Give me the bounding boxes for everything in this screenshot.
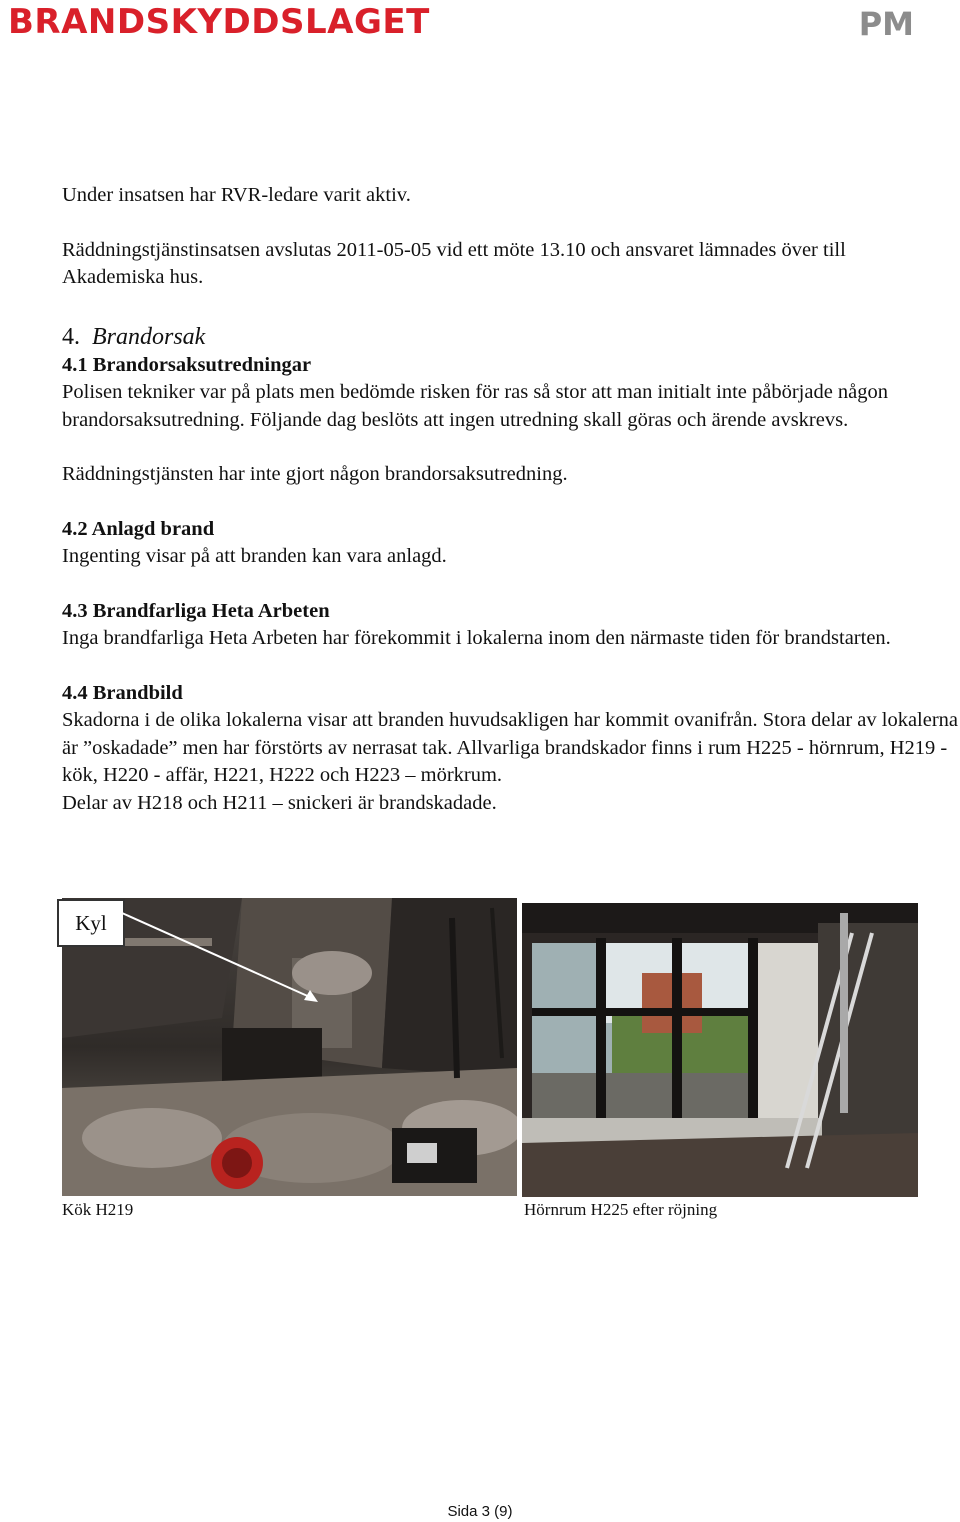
caption-right: Hörnrum H225 efter röjning <box>524 1200 718 1219</box>
brand-logo: BRANDSKYDDSLAGET <box>8 2 430 42</box>
section-4-4-heading: 4.4 Brandbild <box>62 681 183 704</box>
corner-room-photo <box>522 903 918 1197</box>
section-4-1-heading: 4.1 Brandorsaksutredningar <box>62 353 312 376</box>
section-4-heading <box>62 322 958 352</box>
kyl-callout: Kyl <box>57 899 125 947</box>
section-4-1-text: Polisen tekniker var på plats men bedömde risken för ras så stor att man initialt inte påbörjade någon brandorsaksutredning. Följande dag beslöts att ingen utredning skall göras och ärende avskrevs. <box>62 381 889 431</box>
page-number: Sida 3 (9) <box>447 1503 513 1520</box>
section-4-2-heading: 4.2 Anlagd brand <box>62 517 215 540</box>
caption-left: Kök H219 <box>62 1200 134 1219</box>
section-4-4-text-2: Delar av H218 och H211 – snickeri är brandskadade. <box>62 791 497 814</box>
section-4-2-text: Ingenting visar på att branden kan vara anlagd. <box>62 545 447 567</box>
section-4-1-text-2: Räddningstjänsten har inte gjort någon brandorsaksutredning. <box>62 463 568 485</box>
section-4-3-text: Inga brandfarliga Heta Arbeten har förekommit i lokalerna inom den närmaste tiden för brandstarten. <box>62 627 891 649</box>
paragraph-rvr: Under insatsen har RVR-ledare varit aktiv. <box>62 184 411 206</box>
section-4-number: 4. <box>62 323 80 350</box>
document-type: PM <box>858 5 914 43</box>
paragraph-end-of-operation: Räddningstjänstinsatsen avslutas 2011-05-05 vid ett möte 13.10 och ansvaret lämnades över till Akademiska hus. <box>62 238 846 288</box>
section-4-4-text: Skadorna i de olika lokalerna visar att branden huvudsakligen har kommit ovanifrån. Stora delar av lokalerna är ”oskadade” men har förstörts av nerrasat tak. Allvarliga brandskador finns i rum H225 - hörnrum, H219 - kök, H220 - affär, H221, H222 och H223 – mörkrum. <box>62 709 959 786</box>
callout-arrow <box>120 910 330 1010</box>
section-4-title: Brandorsak <box>92 323 206 350</box>
section-4-3-heading: 4.3 Brandfarliga Heta Arbeten <box>62 599 330 622</box>
document-body <box>62 182 958 817</box>
